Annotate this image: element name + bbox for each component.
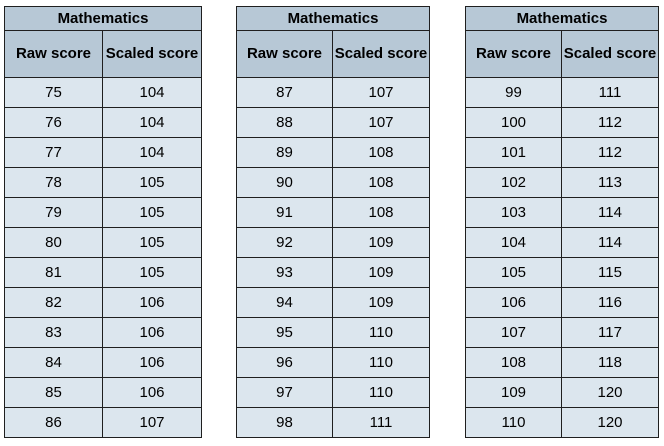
table-row: [237, 258, 430, 288]
scaled-score-cell: 109: [333, 258, 430, 288]
raw-score-header: Raw score: [237, 31, 333, 78]
raw-score-cell: 97: [237, 378, 333, 408]
raw-score-cell: 78: [5, 168, 103, 198]
scaled-score-cell: 118: [562, 348, 659, 378]
table-row: [5, 318, 202, 348]
scaled-score-cell: 112: [562, 108, 659, 138]
scaled-score-cell: 110: [333, 378, 430, 408]
scaled-score-cell: 106: [103, 288, 202, 318]
table-row: [466, 168, 659, 198]
raw-score-cell: 84: [5, 348, 103, 378]
table-row: [466, 108, 659, 138]
table-row: [466, 198, 659, 228]
scaled-score-cell: 114: [562, 228, 659, 258]
scaled-score-cell: 105: [103, 228, 202, 258]
raw-score-cell: 90: [237, 168, 333, 198]
table-row: [237, 408, 430, 438]
table-row: [466, 288, 659, 318]
score-table-2: [236, 6, 430, 438]
table-row: [237, 78, 430, 108]
table-row: [466, 138, 659, 168]
table-row: [5, 348, 202, 378]
scaled-score-cell: 105: [103, 198, 202, 228]
table-row: [237, 198, 430, 228]
scaled-score-cell: 111: [333, 408, 430, 438]
table-row: [5, 228, 202, 258]
table-row: [237, 348, 430, 378]
table-row: [237, 108, 430, 138]
scaled-score-cell: 106: [103, 318, 202, 348]
scaled-score-cell: 108: [333, 138, 430, 168]
scaled-score-cell: 111: [562, 78, 659, 108]
raw-score-cell: 110: [466, 408, 562, 438]
scaled-score-header: Scaled score: [103, 31, 202, 78]
raw-score-cell: 107: [466, 318, 562, 348]
scaled-score-header: Scaled score: [562, 31, 659, 78]
table-title: Mathematics: [5, 7, 202, 31]
scaled-score-cell: 114: [562, 198, 659, 228]
table-title: Mathematics: [237, 7, 430, 31]
raw-score-cell: 88: [237, 108, 333, 138]
scaled-score-header: Scaled score: [333, 31, 430, 78]
scaled-score-cell: 104: [103, 78, 202, 108]
table-row: [237, 168, 430, 198]
table-row: [5, 288, 202, 318]
raw-score-cell: 95: [237, 318, 333, 348]
raw-score-cell: 87: [237, 78, 333, 108]
table-row: [237, 288, 430, 318]
scaled-score-cell: 112: [562, 138, 659, 168]
scaled-score-cell: 104: [103, 138, 202, 168]
scaled-score-cell: 120: [562, 408, 659, 438]
raw-score-cell: 102: [466, 168, 562, 198]
table-row: [466, 258, 659, 288]
scaled-score-cell: 107: [103, 408, 202, 438]
score-table-3: [465, 6, 659, 438]
table-row: [466, 228, 659, 258]
scaled-score-cell: 104: [103, 108, 202, 138]
table-row: [5, 78, 202, 108]
raw-score-cell: 93: [237, 258, 333, 288]
scaled-score-cell: 113: [562, 168, 659, 198]
score-tables: [0, 6, 664, 440]
raw-score-cell: 104: [466, 228, 562, 258]
raw-score-cell: 108: [466, 348, 562, 378]
table-row: [466, 318, 659, 348]
raw-score-cell: 103: [466, 198, 562, 228]
table-row: [5, 408, 202, 438]
raw-score-cell: 106: [466, 288, 562, 318]
scaled-score-cell: 106: [103, 378, 202, 408]
raw-score-cell: 81: [5, 258, 103, 288]
raw-score-cell: 89: [237, 138, 333, 168]
scaled-score-cell: 108: [333, 198, 430, 228]
raw-score-cell: 109: [466, 378, 562, 408]
scaled-score-cell: 108: [333, 168, 430, 198]
table-row: [237, 228, 430, 258]
table-row: [5, 378, 202, 408]
raw-score-cell: 99: [466, 78, 562, 108]
raw-score-cell: 80: [5, 228, 103, 258]
raw-score-header: Raw score: [5, 31, 103, 78]
scaled-score-cell: 105: [103, 168, 202, 198]
raw-score-cell: 82: [5, 288, 103, 318]
scaled-score-cell: 106: [103, 348, 202, 378]
raw-score-cell: 92: [237, 228, 333, 258]
table-row: [5, 168, 202, 198]
scaled-score-cell: 109: [333, 228, 430, 258]
raw-score-cell: 86: [5, 408, 103, 438]
table-row: [237, 138, 430, 168]
raw-score-cell: 96: [237, 348, 333, 378]
scaled-score-cell: 107: [333, 78, 430, 108]
scaled-score-cell: 107: [333, 108, 430, 138]
scaled-score-cell: 120: [562, 378, 659, 408]
raw-score-cell: 76: [5, 108, 103, 138]
raw-score-cell: 77: [5, 138, 103, 168]
table-row: [5, 258, 202, 288]
scaled-score-cell: 110: [333, 318, 430, 348]
table-row: [5, 198, 202, 228]
scaled-score-cell: 110: [333, 348, 430, 378]
raw-score-cell: 98: [237, 408, 333, 438]
raw-score-cell: 83: [5, 318, 103, 348]
table-row: [466, 78, 659, 108]
scaled-score-cell: 105: [103, 258, 202, 288]
raw-score-cell: 100: [466, 108, 562, 138]
table-row: [5, 138, 202, 168]
scaled-score-cell: 116: [562, 288, 659, 318]
raw-score-header: Raw score: [466, 31, 562, 78]
scaled-score-cell: 117: [562, 318, 659, 348]
table-row: [237, 318, 430, 348]
raw-score-cell: 91: [237, 198, 333, 228]
table-row: [5, 108, 202, 138]
raw-score-cell: 101: [466, 138, 562, 168]
table-title: Mathematics: [466, 7, 659, 31]
table-row: [466, 348, 659, 378]
score-table-1: [4, 6, 202, 438]
table-row: [466, 408, 659, 438]
raw-score-cell: 79: [5, 198, 103, 228]
raw-score-cell: 85: [5, 378, 103, 408]
scaled-score-cell: 115: [562, 258, 659, 288]
scaled-score-cell: 109: [333, 288, 430, 318]
raw-score-cell: 75: [5, 78, 103, 108]
raw-score-cell: 105: [466, 258, 562, 288]
table-row: [466, 378, 659, 408]
table-row: [237, 378, 430, 408]
raw-score-cell: 94: [237, 288, 333, 318]
